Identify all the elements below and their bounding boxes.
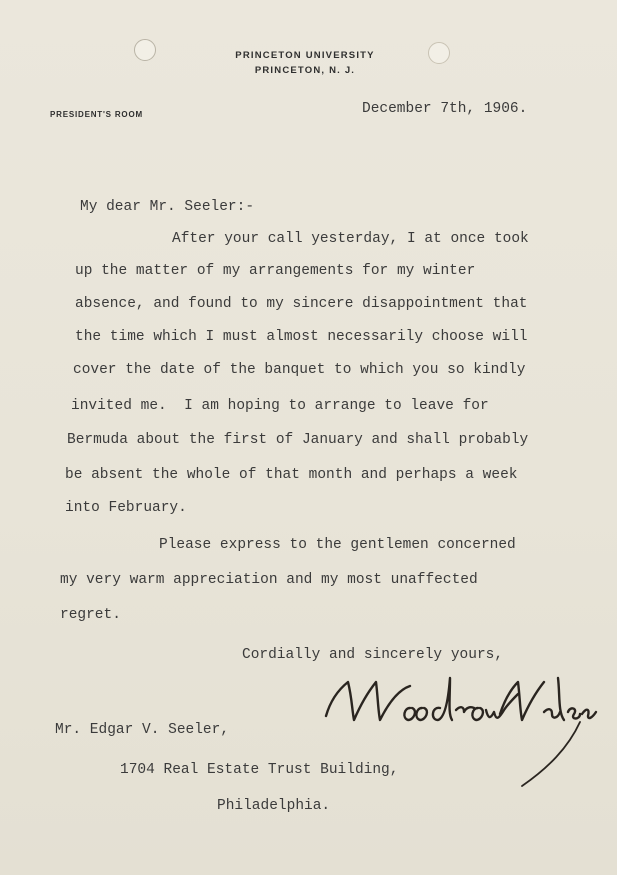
body-line: into February. (65, 500, 187, 516)
body-line: invited me. I am hoping to arrange to leave for (71, 398, 489, 414)
body-line: my very warm appreciation and my most unaffected (60, 572, 478, 588)
handwritten-signature (318, 668, 598, 798)
body-line: After your call yesterday, I at once took (172, 231, 529, 247)
body-line: Please express to the gentlemen concerned (159, 537, 516, 553)
letter-date: December 7th, 1906. (362, 101, 528, 117)
recipient-city: Philadelphia. (217, 798, 331, 814)
letterhead-location: PRINCETON, N. J. (254, 65, 356, 76)
body-line: up the matter of my arrangements for my winter (75, 263, 476, 279)
letterhead-room: PRESIDENT'S ROOM (50, 110, 143, 119)
body-line: cover the date of the banquet to which you so kindly (73, 362, 526, 378)
body-line: be absent the whole of that month and perhaps a week (65, 467, 518, 483)
punch-hole-left (134, 39, 156, 61)
salutation: My dear Mr. Seeler:- (80, 199, 255, 215)
body-line: regret. (60, 607, 121, 623)
body-line: the time which I must almost necessarily choose will (75, 329, 528, 345)
body-line: absence, and found to my sincere disappointment that (75, 296, 528, 312)
punch-hole-right (428, 42, 450, 64)
recipient-address: 1704 Real Estate Trust Building, (120, 762, 399, 778)
letterhead-institution: PRINCETON UNIVERSITY (235, 50, 375, 61)
closing: Cordially and sincerely yours, (242, 647, 504, 663)
body-line: Bermuda about the first of January and shall probably (67, 432, 529, 448)
recipient-name: Mr. Edgar V. Seeler, (55, 722, 230, 738)
